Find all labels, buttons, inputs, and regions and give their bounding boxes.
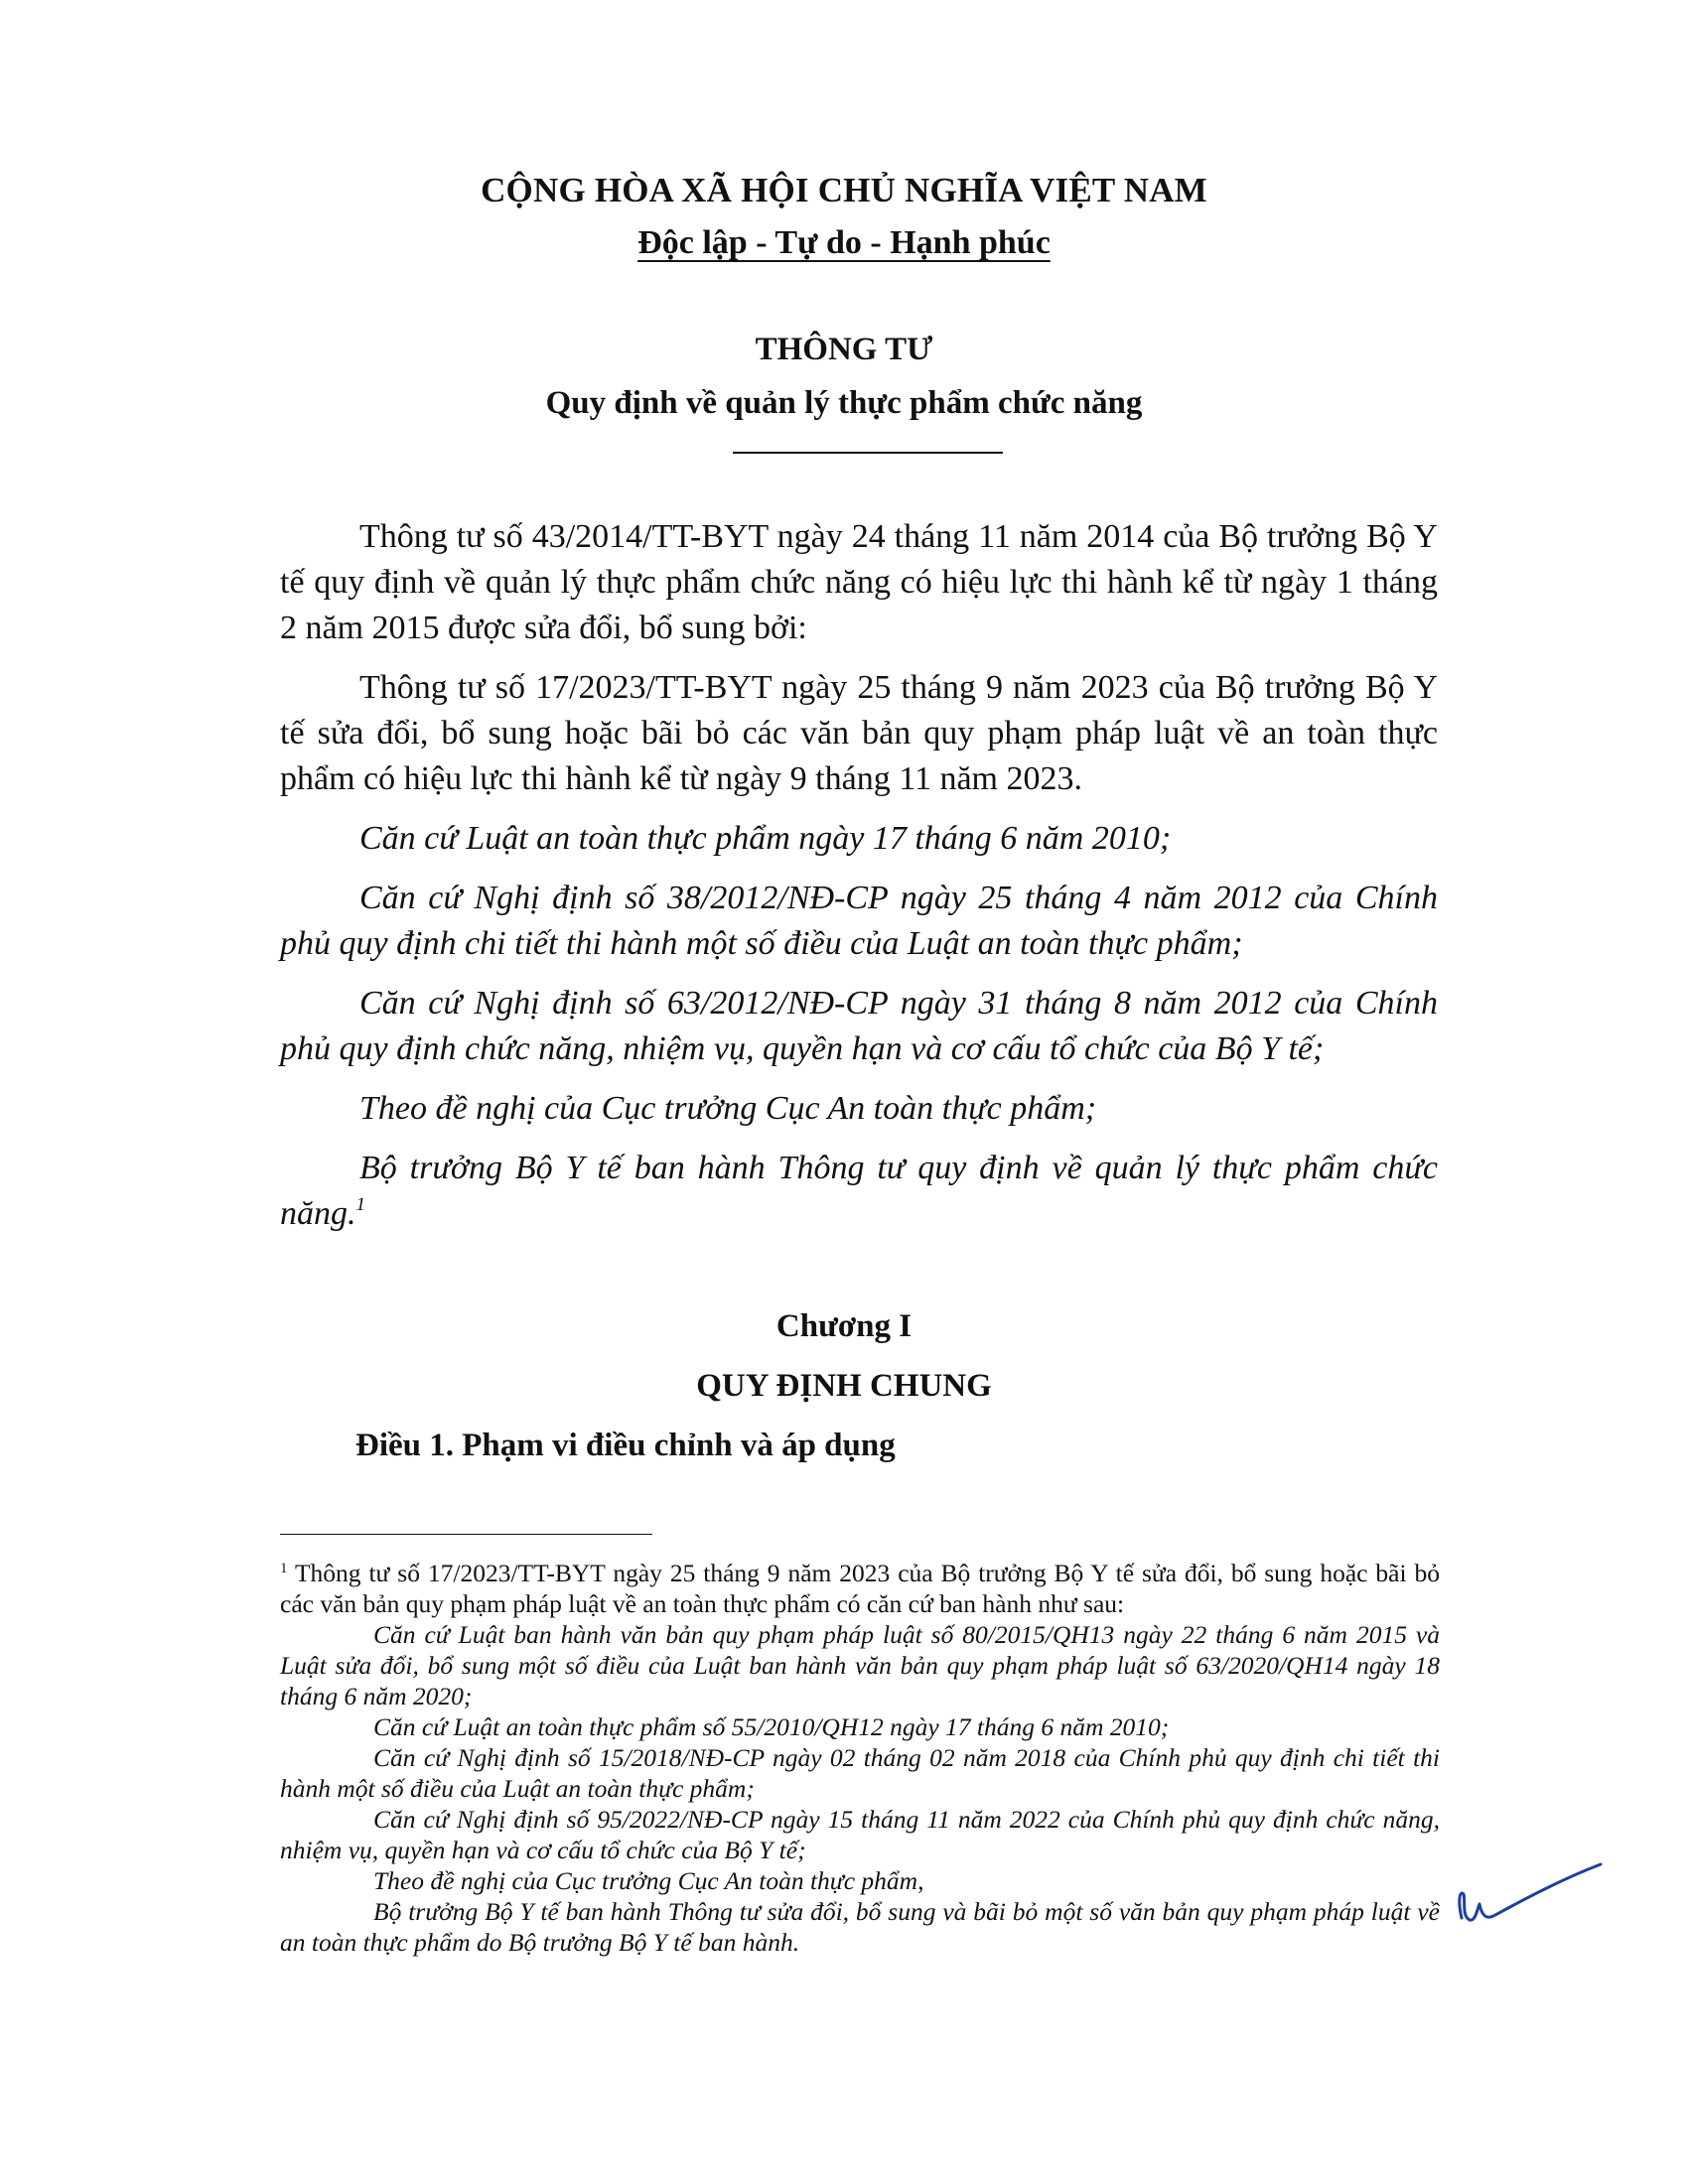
legal-basis-1: Căn cứ Luật an toàn thực phẩm ngày 17 tháng 6 năm 2010; [359, 820, 1172, 857]
initial-signature [1450, 1856, 1609, 1946]
document-type: THÔNG TƯ [755, 332, 933, 367]
chapter-number: Chương I [775, 1308, 913, 1344]
preamble [280, 514, 1438, 1251]
legal-basis-5: Bộ trưởng Bộ Y tế ban hành Thông tư quy định về quản lý thực phẩm chức năng.$^1$ [280, 1150, 1438, 1232]
footnote-line: Căn cứ Luật ban hành văn bản quy phạm pháp luật số 80/2015/QH13 ngày 22 tháng 6 năm 2015 và Luật sửa đổi, bổ sung một số điều của Luật ban hành văn bản quy phạm pháp luật số 63/2020/QH14 ngày 18 tháng 6 năm 2020; [280, 1620, 1440, 1710]
footnote-lead: $^1$ Thông tư số 17/2023/TT-BYT ngày 25 tháng 9 năm 2023 của Bộ trưởng Bộ Y tế sửa đổi, bổ sung hoặc bãi bỏ các văn bản quy phạm pháp luật về an toàn thực phẩm có căn cứ ban hành như sau: [280, 1559, 1440, 1618]
footnote [280, 1554, 1440, 1958]
legal-basis-2: Căn cứ Nghị định số 38/2012/NĐ-CP ngày 25 tháng 4 năm 2012 của Chính phủ quy định chi tiết thi hành một số điều của Luật an toàn thực phẩm; [280, 880, 1438, 962]
footnote-reference[interactable]: 1 [355, 1194, 365, 1215]
intro-paragraph-1: Thông tư số 43/2014/TT-BYT ngày 24 tháng 11 năm 2014 của Bộ trưởng Bộ Y tế quy định về quản lý thực phẩm chức năng có hiệu lực thi hành kể từ ngày 1 tháng 2 năm 2015 được sửa đổi, bổ sung bởi: [280, 518, 1438, 646]
legal-basis-3: Căn cứ Nghị định số 63/2012/NĐ-CP ngày 31 tháng 8 năm 2012 của Chính phủ quy định chức năng, nhiệm vụ, quyền hạn và cơ cấu tổ chức của Bộ Y tế; [280, 985, 1438, 1067]
footnote-marker: 1 [280, 1561, 288, 1576]
legal-basis-4: Theo đề nghị của Cục trưởng Cục An toàn thực phẩm; [359, 1090, 1097, 1127]
footnote-divider [280, 1534, 652, 1535]
footnote-line: Căn cứ Luật an toàn thực phẩm số 55/2010/QH12 ngày 17 tháng 6 năm 2010; [373, 1712, 1170, 1741]
title-divider [733, 452, 1003, 454]
footnote-line: Bộ trưởng Bộ Y tế ban hành Thông tư sửa đổi, bổ sung và bãi bỏ một số văn bản quy phạm pháp luật về an toàn thực phẩm do Bộ trưởng Bộ Y tế ban hành. [280, 1897, 1440, 1957]
national-title: CỘNG HÒA XÃ HỘI CHỦ NGHĨA VIỆT NAM [481, 171, 1207, 209]
footnote-line: Căn cứ Nghị định số 15/2018/NĐ-CP ngày 02 tháng 02 năm 2018 của Chính phủ quy định chi tiết thi hành một số điều của Luật an toàn thực phẩm; [280, 1743, 1440, 1803]
article-1-heading: Điều 1. Phạm vi điều chỉnh và áp dụng [355, 1428, 896, 1463]
intro-paragraph-2: Thông tư số 17/2023/TT-BYT ngày 25 tháng 9 năm 2023 của Bộ trưởng Bộ Y tế sửa đổi, bổ sung hoặc bãi bỏ các văn bản quy phạm pháp luật về an toàn thực phẩm có hiệu lực thi hành kể từ ngày 9 tháng 11 năm 2023. [280, 669, 1438, 797]
chapter-name: QUY ĐỊNH CHUNG [696, 1368, 992, 1404]
national-motto: Độc lập - Tự do - Hạnh phúc [637, 224, 1051, 261]
footnote-line: Theo đề nghị của Cục trưởng Cục An toàn thực phẩm, [373, 1866, 924, 1895]
document-title: Quy định về quản lý thực phẩm chức năng [545, 385, 1143, 421]
footnote-line: Căn cứ Nghị định số 95/2022/NĐ-CP ngày 15 tháng 11 năm 2022 của Chính phủ quy định chức năng, nhiệm vụ, quyền hạn và cơ cấu tổ chức của Bộ Y tế; [280, 1805, 1440, 1864]
